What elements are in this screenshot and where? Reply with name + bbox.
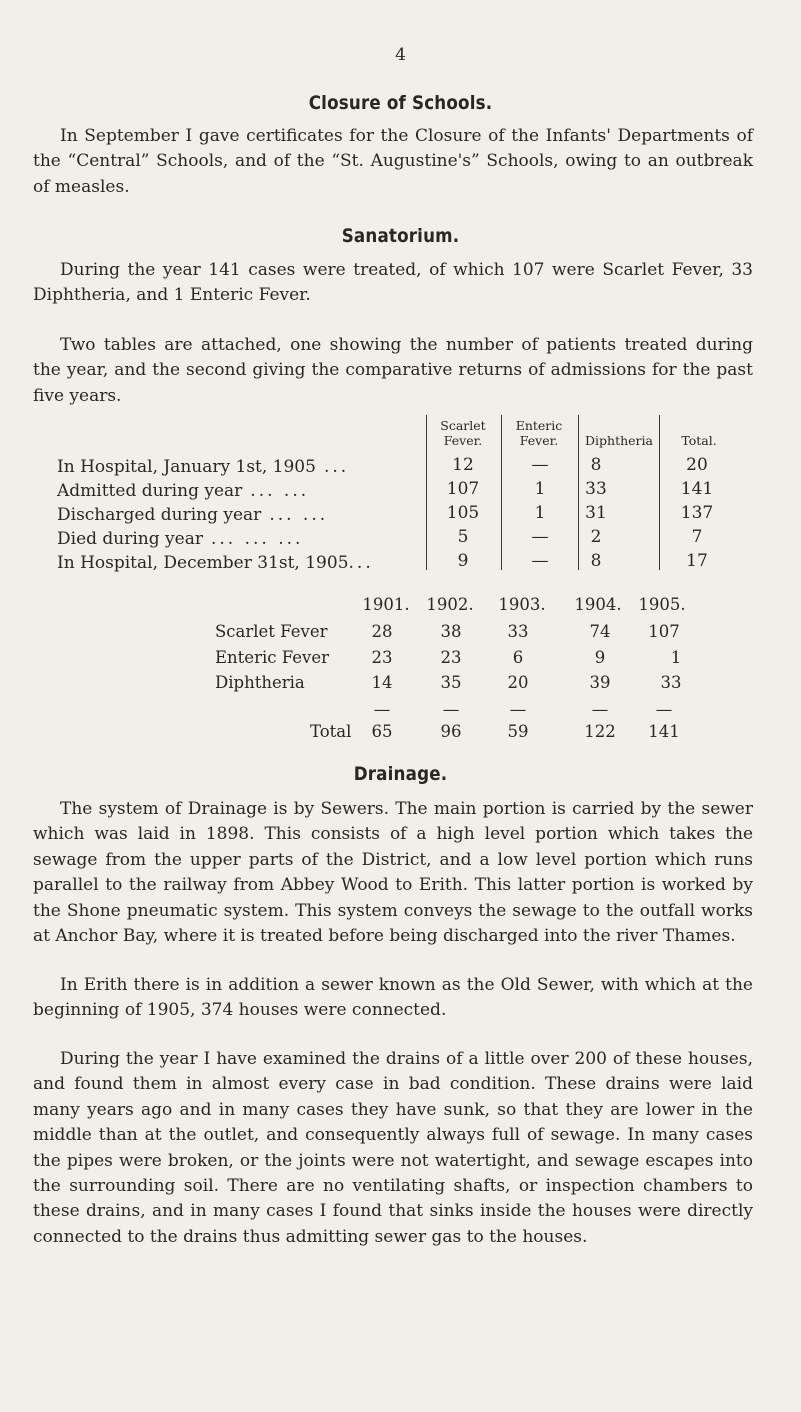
sanatorium-heading: Sanatorium. bbox=[341, 225, 460, 247]
year-header: 1905. bbox=[638, 595, 686, 614]
table-cell: 1 bbox=[534, 503, 546, 523]
table-cell: 137 bbox=[680, 503, 714, 523]
column-rule bbox=[426, 415, 427, 570]
year-header: 1902. bbox=[426, 595, 474, 614]
table-cell: 2 bbox=[590, 527, 602, 547]
table-row-label: Scarlet Fever bbox=[215, 622, 328, 641]
year-header: 1903. bbox=[498, 595, 546, 614]
table-row-label: Enteric Fever bbox=[215, 648, 330, 667]
table-row-label: In Hospital, January 1st, 1905 ... bbox=[57, 457, 350, 477]
closure-heading: Closure of Schools. bbox=[308, 92, 493, 114]
table-cell: 6 bbox=[512, 648, 524, 667]
table-cell: 17 bbox=[686, 551, 708, 571]
table-cell: 105 bbox=[446, 503, 480, 523]
table-cell: 141 bbox=[680, 479, 714, 499]
total-cell: 122 bbox=[584, 722, 616, 741]
total-cell: 65 bbox=[371, 722, 393, 741]
table-cell: 23 bbox=[371, 648, 393, 667]
table-row-label: In Hospital, December 31st, 1905... bbox=[57, 553, 374, 573]
total-cell: 141 bbox=[648, 722, 680, 741]
drainage-paragraph-2: In Erith there is in addition a sewer known as the Old Sewer, with which at the beginning of 1905, 374 houses were connected. bbox=[33, 975, 753, 1021]
table-cell: 107 bbox=[648, 622, 680, 641]
year-header: 1901. bbox=[362, 595, 410, 614]
table-cell: 8 bbox=[590, 551, 602, 571]
table-cell: 1 bbox=[670, 648, 682, 667]
table-cell: — bbox=[531, 551, 549, 571]
year-header: 1904. bbox=[574, 595, 622, 614]
total-label: Total bbox=[310, 722, 352, 741]
total-rule: — bbox=[655, 700, 673, 719]
table-cell: 7 bbox=[691, 527, 703, 547]
table-cell: 33 bbox=[660, 673, 682, 692]
total-cell: 59 bbox=[507, 722, 529, 741]
column-rule bbox=[501, 415, 502, 570]
table-cell: 28 bbox=[371, 622, 393, 641]
column-header-total: Total. bbox=[681, 433, 717, 448]
sanatorium-paragraph-2: Two tables are attached, one showing the number of patients treated during the year, and the second giving the comparative returns of admissions for the past five years. bbox=[33, 335, 753, 406]
table-cell: — bbox=[531, 455, 549, 475]
table-row-label: Discharged during year ... ... bbox=[57, 505, 329, 525]
table-cell: 107 bbox=[446, 479, 480, 499]
total-rule: — bbox=[442, 700, 460, 719]
table-cell: 35 bbox=[440, 673, 462, 692]
total-cell: 96 bbox=[440, 722, 462, 741]
drainage-paragraph-1: The system of Drainage is by Sewers. The main portion is carried by the sewer which was laid in 1898. This consists of a high level portion which takes the sewage from the upper parts of the District, and a low level portion which runs parallel to the railway from Abbey Wood to Erith. This latter portion is worked by the Shone pneumatic system. This system conveys the sewage to the outfall works at Anchor Bay, where it is treated before being discharged into the river Thames. bbox=[33, 799, 753, 947]
table-cell: 39 bbox=[589, 673, 611, 692]
total-rule: — bbox=[373, 700, 391, 719]
column-header-diphtheria: Diphtheria bbox=[585, 433, 653, 448]
table-cell: 14 bbox=[371, 673, 393, 692]
table-row-label: Diphtheria bbox=[215, 673, 305, 692]
page-number: 4 bbox=[395, 45, 406, 65]
table-cell: 9 bbox=[457, 551, 469, 571]
column-header-enteric-fever: Enteric Fever. bbox=[515, 418, 563, 448]
sanatorium-paragraph-1: During the year 141 cases were treated, of which 107 were Scarlet Fever, 33 Diphtheria, and 1 Enteric Fever. bbox=[33, 260, 753, 306]
table-cell: — bbox=[531, 527, 549, 547]
column-header-scarlet-fever: Scarlet Fever. bbox=[440, 418, 486, 448]
table-cell: 5 bbox=[457, 527, 469, 547]
table-cell: 20 bbox=[686, 455, 708, 475]
total-rule: — bbox=[509, 700, 527, 719]
table-cell: 8 bbox=[590, 455, 602, 475]
table-cell: 33 bbox=[585, 479, 607, 499]
table-cell: 38 bbox=[440, 622, 462, 641]
drainage-heading: Drainage. bbox=[353, 763, 448, 785]
table-cell: 20 bbox=[507, 673, 529, 692]
table-cell: 31 bbox=[585, 503, 607, 523]
table-row-label: Admitted during year ... ... bbox=[57, 481, 310, 501]
closure-paragraph: In September I gave certificates for the Closure of the Infants' Departments of the “Central” Schools, and of the “St. Augustine's” Schools, owing to an outbreak of measles. bbox=[33, 126, 753, 197]
drainage-paragraph-3: During the year I have examined the drains of a little over 200 of these houses, and found them in almost every case in bad condition. These drains were laid many years ago and in many cases they have sunk, so that they are lower in the middle than at the outlet, and consequently always full of sewage. In many cases the pipes were broken, or the joints were not watertight, and sewage escapes into the surrounding soil. There are no ventilating shafts, or inspection chambers to these drains, and in many cases I found that sinks inside the houses were directly connected to the drains thus admitting sewer gas to the houses. bbox=[33, 1049, 753, 1247]
table-cell: 1 bbox=[534, 479, 546, 499]
table-cell: 33 bbox=[507, 622, 529, 641]
table-cell: 12 bbox=[452, 455, 474, 475]
total-rule: — bbox=[591, 700, 609, 719]
table-cell: 9 bbox=[594, 648, 606, 667]
table-row-label: Died during year ... ... ... bbox=[57, 529, 304, 549]
table-cell: 74 bbox=[589, 622, 611, 641]
table-cell: 23 bbox=[440, 648, 462, 667]
